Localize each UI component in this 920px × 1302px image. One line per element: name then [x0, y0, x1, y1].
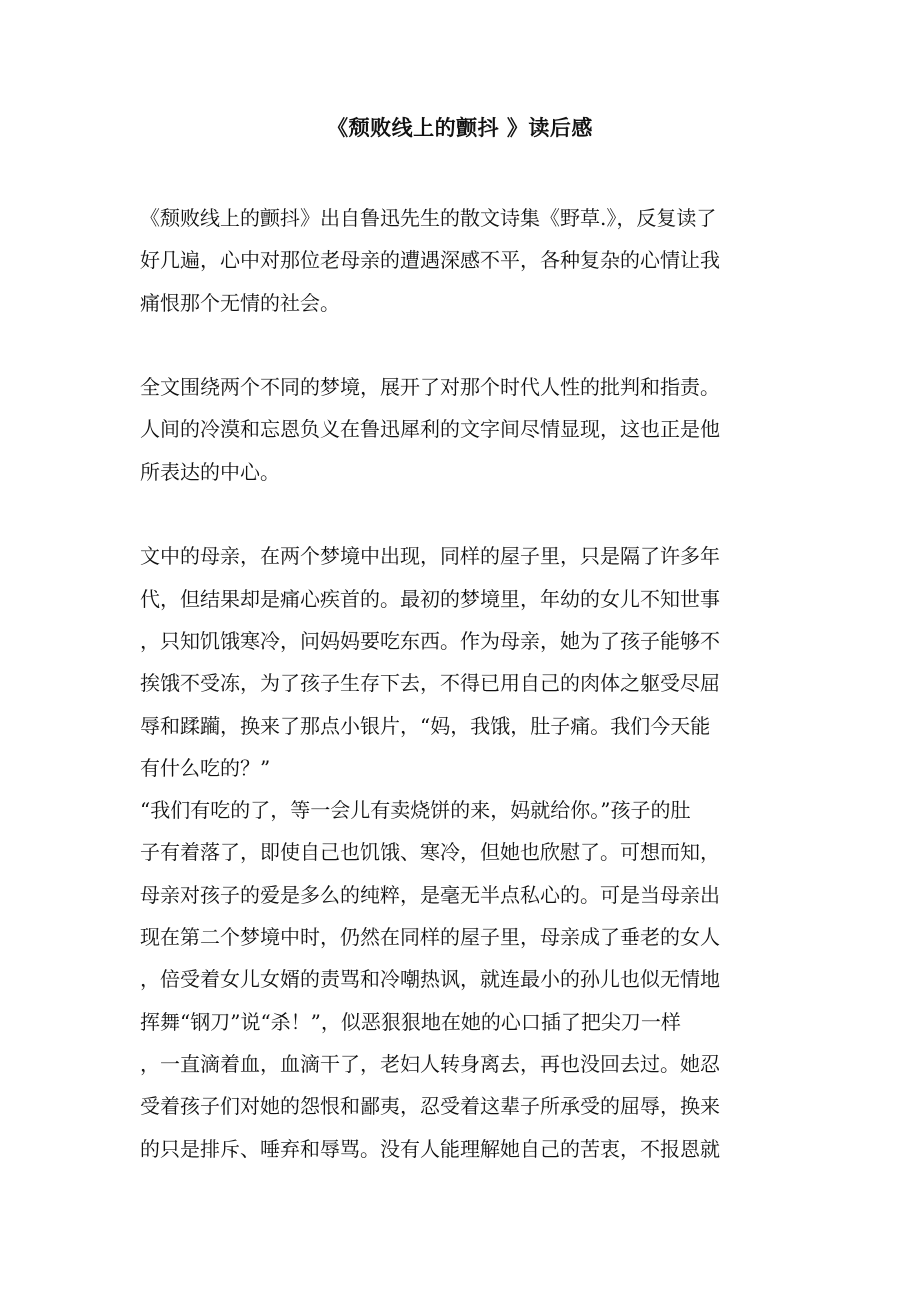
- text-line: 全文围绕两个不同的梦境，展开了对那个时代人性的批判和指责。: [140, 375, 720, 400]
- text-line: 文中的母亲，在两个梦境中出现，同样的屋子里，只是隔了许多年: [140, 544, 720, 569]
- paragraph-spacer: [140, 493, 780, 535]
- text-line: 子有着落了，即使自己也饥饿、寒冷，但她也欣慰了。可想而知，: [140, 840, 720, 865]
- text-line: ，倍受着女儿女婿的责骂和冷嘲热讽，就连最小的孙儿也似无情地: [140, 967, 720, 992]
- text-line: 人间的冷漠和忘恩负义在鲁迅犀利的文字间尽情显现，这也正是他: [140, 417, 720, 442]
- text-line: 有什么吃的？”: [140, 755, 271, 780]
- text-line: 所表达的中心。: [140, 459, 280, 484]
- text-line: 母亲对孩子的爱是多么的纯粹，是毫无半点私心的。可是当母亲出: [140, 882, 720, 907]
- document-body: [140, 197, 780, 1170]
- text-line: 好几遍，心中对那位老母亲的遭遇深感不平，各种复杂的心情让我: [140, 248, 720, 273]
- text-line: 痛恨那个无情的社会。: [140, 290, 340, 315]
- paragraph-3: [140, 535, 780, 1169]
- paragraph-spacer: [140, 324, 780, 366]
- paragraph-2: [140, 366, 780, 493]
- paragraph-1: [140, 197, 780, 324]
- text-line: 挨饿不受冻，为了孩子生存下去，不得已用自己的肉体之躯受尽屈: [140, 671, 720, 696]
- text-line: ，一直滴着血，血滴干了，老妇人转身离去，再也没回去过。她忍: [140, 1051, 720, 1076]
- text-line: 《颓败线上的颤抖》出自鲁迅先生的散文诗集《野草.》，反复读了: [140, 206, 717, 230]
- text-line: 现在第二个梦境中时，仍然在同样的屋子里，母亲成了垂老的女人: [140, 925, 720, 950]
- text-line: 代，但结果却是痛心疾首的。最初的梦境里，年幼的女儿不知世事: [140, 586, 720, 611]
- text-line: 的只是排斥、唾弃和辱骂。没有人能理解她自己的苦衷，不报恩就: [140, 1136, 720, 1161]
- document-title: 《颓败线上的颤抖 》读后感: [327, 115, 593, 140]
- text-line: 挥舞“钢刀”说“杀！”，似恶狠狠地在她的心口插了把尖刀一样: [140, 1009, 681, 1034]
- text-line: ，只知饥饿寒冷，问妈妈要吃东西。作为母亲，她为了孩子能够不: [140, 628, 720, 653]
- text-line: “我们有吃的了，等一会儿有卖烧饼的来，妈就给你。”孩子的肚: [140, 798, 691, 823]
- text-line: 受着孩子们对她的怨恨和鄙夷，忍受着这辈子所承受的屈辱，换来: [140, 1094, 720, 1119]
- text-line: 辱和蹂躏，换来了那点小银片，“妈，我饿，肚子痛。我们今天能: [140, 713, 711, 738]
